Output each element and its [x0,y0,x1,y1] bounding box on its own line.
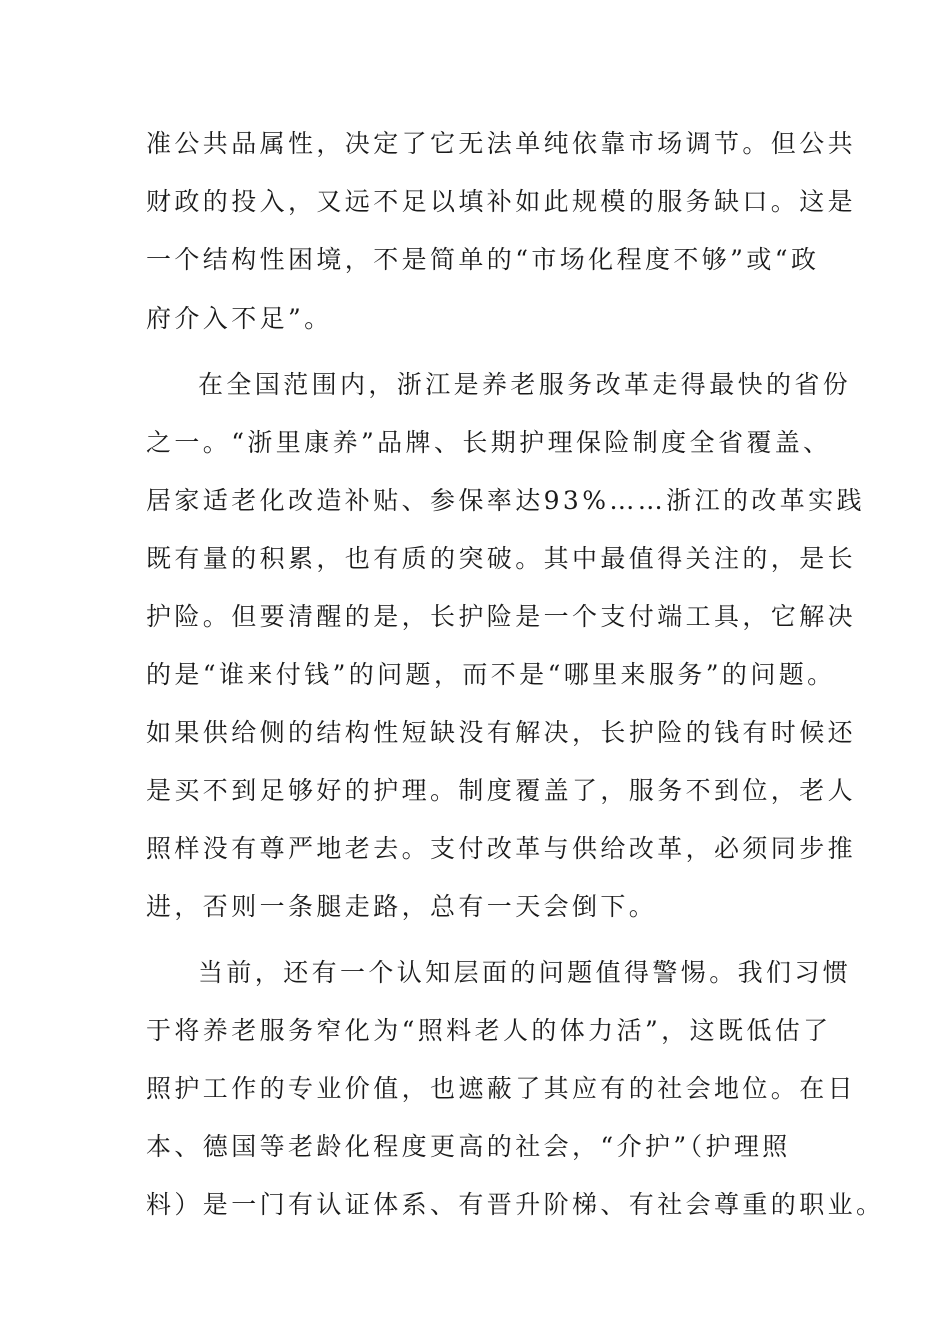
text-line: 府介入不足”。 [146,304,333,333]
text-line: 的是“谁来付钱”的问题，而不是“哪里来服务”的问题。 [146,660,836,689]
text-line: 财政的投入，又远不足以填补如此规模的服务缺口。这是 [146,187,857,216]
text-line: 既有量的积累，也有质的突破。其中最值得关注的，是长 [146,544,857,573]
text-line: 准公共品属性，决定了它无法单纯依靠市场调节。但公共 [146,129,857,158]
text-line: 当前，还有一个认知层面的问题值得警惕。我们习惯 [198,958,852,987]
text-line: 一个结构性困境，不是简单的“市场化程度不够”或“政 [146,245,820,274]
text-line: 进，否则一条腿走路，总有一天会倒下。 [146,892,658,921]
text-line: 料）是一门有认证体系、有晋升阶梯、有社会尊重的职业。 [146,1190,885,1219]
text-line: 于将养老服务窄化为“照料老人的体力活”，这既低估了 [146,1016,832,1045]
text-line: 居家适老化改造补贴、参保率达93%……浙江的改革实践 [146,486,865,515]
text-line: 照护工作的专业价值，也遮蔽了其应有的社会地位。在日 [146,1074,857,1103]
text-line: 本、德国等老龄化程度更高的社会，“介护”（护理照 [146,1132,791,1161]
text-line: 护险。但要清醒的是，长护险是一个支付端工具，它解决 [146,602,857,631]
text-line: 照样没有尊严地老去。支付改革与供给改革，必须同步推 [146,834,857,863]
text-line: 是买不到足够好的护理。制度覆盖了，服务不到位，老人 [146,776,857,805]
text-line: 之一。“浙里康养”品牌、长期护理保险制度全省覆盖、 [146,428,832,457]
text-line: 如果供给侧的结构性短缺没有解决，长护险的钱有时候还 [146,718,857,747]
text-line: 在全国范围内，浙江是养老服务改革走得最快的省份 [198,370,852,399]
